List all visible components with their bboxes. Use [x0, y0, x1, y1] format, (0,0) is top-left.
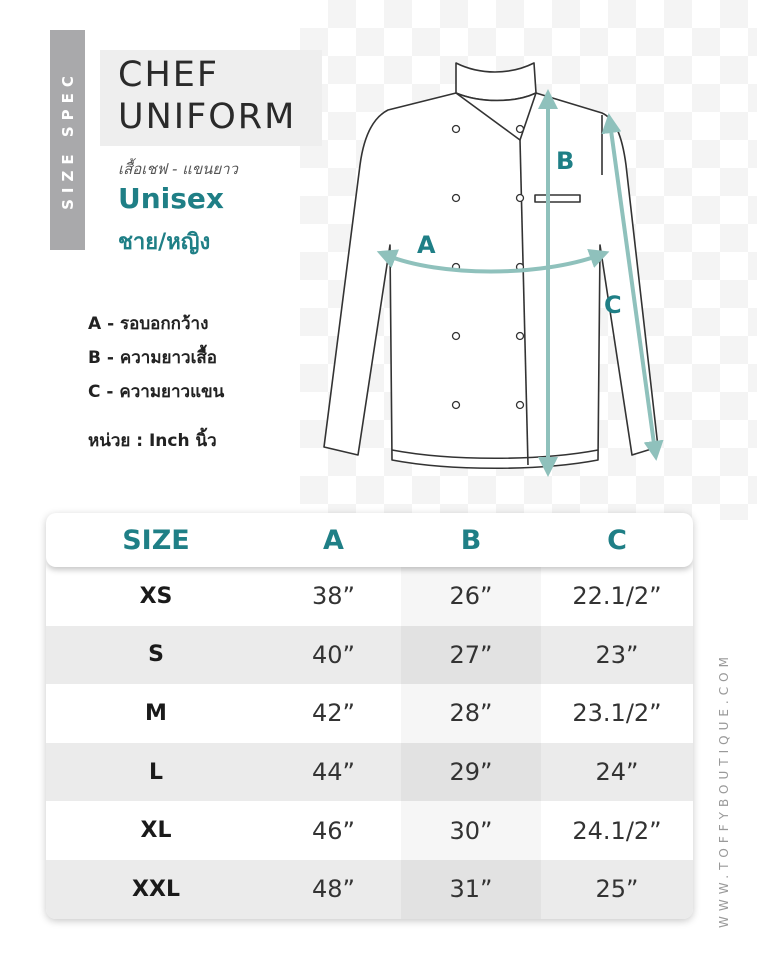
legend-item-b: B - ความยาวเสื้อ [88, 348, 217, 368]
measure-b-label: B [556, 147, 575, 175]
unisex-thai-label: ชาย/หญิง [118, 230, 211, 255]
title-line-1: CHEF [118, 55, 220, 95]
header-a: A [323, 524, 344, 556]
cell-b: 26” [401, 567, 541, 626]
cell-size: XS [139, 583, 173, 609]
cell-size: L [148, 759, 164, 785]
cell-b: 27” [401, 626, 541, 685]
cell-c: 23.1/2” [572, 699, 662, 728]
header-size: SIZE [122, 524, 190, 556]
chef-jacket-illustration [310, 55, 680, 485]
title-line-2: UNIFORM [118, 97, 297, 137]
cell-c: 23” [595, 640, 639, 669]
header-c: C [607, 524, 627, 556]
table-row [46, 626, 693, 685]
cell-a: 46” [312, 816, 355, 845]
table-row [46, 801, 693, 860]
size-spec-tab [50, 30, 85, 250]
cell-b: 28” [401, 684, 541, 743]
cell-a: 42” [312, 699, 355, 728]
cell-b: 29” [401, 743, 541, 802]
cell-a: 40” [312, 640, 355, 669]
table-row [46, 860, 693, 919]
measure-c-label: C [604, 291, 622, 319]
measure-a-label: A [417, 231, 436, 259]
cell-size: M [145, 700, 167, 726]
website-watermark: WWW.TOFFYBOUTIQUE.COM [717, 652, 731, 928]
unit-label: หน่วย : Inch นิ้ว [88, 431, 217, 451]
measurement-legend [88, 307, 224, 409]
table-row [46, 567, 693, 626]
cell-size: XXL [132, 876, 180, 902]
page-title [118, 54, 296, 138]
cell-b: 31” [401, 860, 541, 919]
cell-b: 30” [401, 801, 541, 860]
unisex-label: Unisex [118, 182, 224, 215]
table-row [46, 684, 693, 743]
legend-item-a: A - รอบอกกว้าง [88, 314, 209, 334]
cell-c: 22.1/2” [572, 582, 662, 611]
subtitle-thai: เสื้อเชฟ - แขนยาว [118, 160, 238, 178]
table-row [46, 743, 693, 802]
jacket-outline [324, 63, 658, 468]
cell-a: 48” [312, 875, 355, 904]
cell-a: 38” [312, 582, 355, 611]
table-header [46, 513, 693, 567]
size-spec-label: SIZE SPEC [58, 70, 77, 210]
size-table [46, 513, 693, 919]
cell-c: 25” [595, 875, 639, 904]
cell-c: 24” [595, 758, 639, 787]
header-b: B [460, 524, 482, 556]
legend-item-c: C - ความยาวแขน [88, 382, 225, 402]
cell-c: 24.1/2” [572, 816, 662, 845]
cell-size: S [148, 642, 164, 668]
cell-size: XL [140, 818, 172, 844]
cell-a: 44” [312, 758, 355, 787]
